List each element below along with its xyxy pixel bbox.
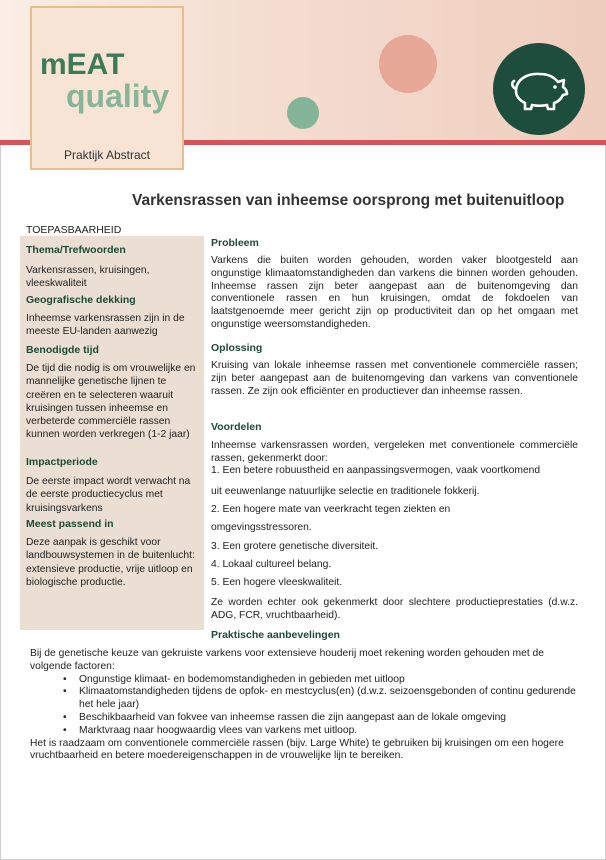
sidebar-section-body: De eerste impact wordt verwacht na de eerste productiecyclus met kruisingsvarkens <box>26 476 191 514</box>
decorative-circle-peach <box>379 35 437 93</box>
sidebar-heading: TOEPASBAARHEID <box>26 224 122 236</box>
voordelen-outro: Ze worden echter ook gekenmerkt door slechtere productieprestaties (d.w.z. ADG, FCR, vruchtbaarheid). <box>211 597 578 621</box>
recommendations-intro: Bij de genetische keuze van gekruiste varkens voor extensieve houderij moet rekening worden gehouden met de volgende factoren: <box>30 648 545 672</box>
sidebar-section-body: Inheemse varkensrassen zijn in de meeste EU-landen aanwezig <box>26 313 185 338</box>
sidebar-section-title: Impactperiode <box>26 456 98 468</box>
logo-meat-text: mEAT <box>40 48 125 81</box>
sidebar-section-title: Meest passend in <box>26 518 114 530</box>
sidebar-section-title: Benodigde tijd <box>26 344 99 356</box>
voordelen-item: 1. Een betere robuustheid en aanpassingsvermogen, vaak voortkomend <box>211 465 541 476</box>
sidebar-section-title: Geografische dekking <box>26 294 136 306</box>
list-item: • Beschikbaarheid van fokvee van inheemse rassen die zijn aangepast aan de lokale omgeving <box>63 712 580 725</box>
sidebar-section-title: Thema/Trefwoorden <box>26 244 126 256</box>
recommendations-section <box>30 648 580 763</box>
voordelen-item: 3. Een grotere genetische diversiteit. <box>211 541 379 552</box>
logo-quality-text: quality <box>66 78 170 114</box>
section-heading-oplossing: Oplossing <box>211 342 263 354</box>
section-heading-aanbevelingen: Praktische aanbevelingen <box>211 629 340 641</box>
section-heading-probleem: Probleem <box>211 237 259 249</box>
sidebar-section-body: De tijd die nodig is om vrouwelijke en mannelijke genetische lijnen te creëren en te selecteren waaruit kruisingen tussen inheemse en verbeterde commerciële rassen kunnen worden verkregen (1-2 jaar) <box>26 363 196 441</box>
applicability-sidebar <box>20 236 204 630</box>
sidebar-section-body: Varkensrassen, kruisingen, vleeskwaliteit <box>26 265 150 290</box>
list-item: • Ongunstige klimaat- en bodemomstandigheden in gebieden met uitloop <box>63 674 580 687</box>
pig-icon <box>508 65 570 113</box>
voordelen-item: 2. Een hogere mate van veerkracht tegen ziekten en <box>211 504 451 515</box>
page-title: Varkensrassen van inheemse oorsprong met buitenuitloop <box>132 192 565 209</box>
sidebar-section-body: Deze aanpak is geschikt voor landbouwsystemen in de buitenlucht: extensieve productie, vrije uitloop en biologische productie. <box>26 537 195 588</box>
voordelen-item: omgevingsstressoren. <box>211 522 312 533</box>
recommendations-list <box>30 674 580 738</box>
list-item: • Marktvraag naar hoogwaardig vlees van varkens met uitloop. <box>63 725 580 738</box>
probleem-paragraph: Varkens die buiten worden gehouden, worden vaker blootgesteld aan ongunstige klimaatomstandigheden dan varkens die binnen worden gehouden. Inheemse rassen zijn beter aangepast aan de buitenomgeving dan conventionele rassen en hun kruisingen, omdat de fokdoelen van laatstgenoemde meer gericht zijn op productiviteit dan op het omgaan met ongunstige weersomstandigheden. <box>211 255 578 330</box>
decorative-circle-green <box>287 97 319 129</box>
recommendations-outro: Het is raadzaam om conventionele commerciële rassen (bijv. Large White) te gebruiken bij kruisingen om een hogere vruchtbaarheid en betere moedereigenschappen in de vrouwelijke lijn te bereiken. <box>30 737 564 762</box>
list-item: • Klimaatomstandigheden tijdens de opfok- en mestcyclus(en) (d.w.z. seizoensgebonden of continu gedurende het hele jaar) <box>63 686 580 712</box>
voordelen-item: 5. Een hogere vleeskwaliteit. <box>211 577 343 588</box>
logo-subtitle: Praktijk Abstract <box>63 148 151 162</box>
section-heading-voordelen: Voordelen <box>211 421 262 433</box>
logo-card <box>30 6 184 170</box>
voordelen-item: 4. Lokaal cultureel belang. <box>211 559 332 570</box>
oplossing-paragraph: Kruising van lokale inheemse rassen met conventionele commerciële rassen; zijn beter aangepast aan de buitenomgeving dan varkens van conventionele rassen. Ze zijn ook efficiënter en productiever dan inheemse rassen. <box>211 360 578 397</box>
pig-badge <box>493 43 585 135</box>
voordelen-item: uit eeuwenlange natuurlijke selectie en traditionele fokkerij. <box>211 486 480 497</box>
voordelen-intro: Inheemse varkensrassen worden, vergeleken met conventionele commerciële rassen, gekenmerkt door: <box>211 440 578 464</box>
